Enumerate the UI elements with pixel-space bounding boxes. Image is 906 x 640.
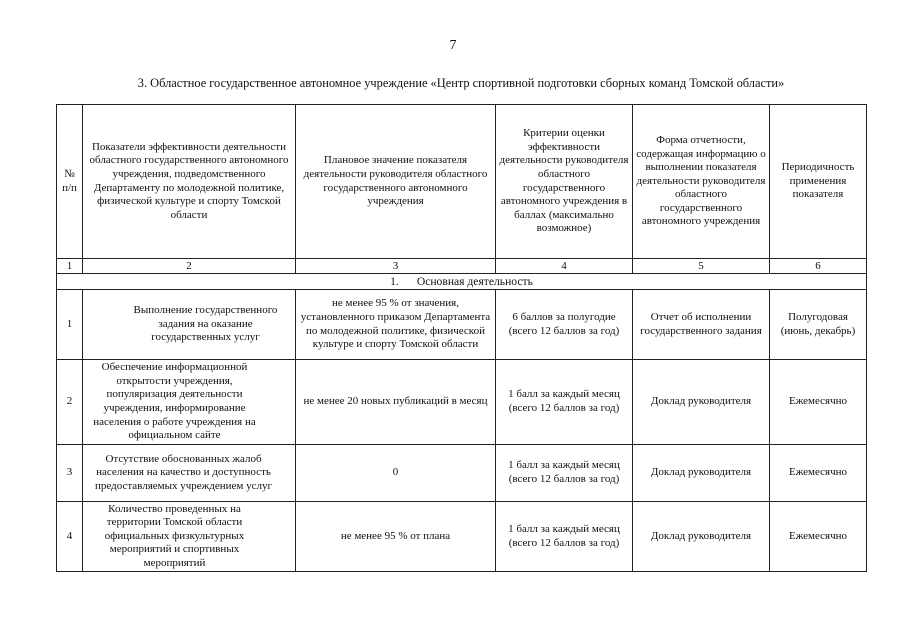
column-number: 2	[83, 259, 296, 274]
row-plan: не менее 20 новых публикаций в месяц	[296, 360, 496, 445]
row-indicator: Количество проведенных на территории Томской области официальных физкультурных мероприятий и спортивных мероприятий	[83, 502, 296, 572]
section-title: Основная деятельность	[416, 274, 533, 288]
row-period: Полугодовая (июнь, декабрь)	[770, 290, 867, 360]
row-plan: не менее 95 % от плана	[296, 502, 496, 572]
row-criteria: 1 балл за каждый месяц (всего 12 баллов за год)	[496, 502, 633, 572]
header-cell-indicator: Показатели эффективности деятельности областного государственного автономного учреждения, подведомственного Департаменту по молодежной политике, физической культуре и спорту Томской области	[83, 105, 296, 259]
row-report: Доклад руководителя	[633, 445, 770, 502]
row-plan: 0	[296, 445, 496, 502]
header-cell-plan: Плановое значение показателя деятельности руководителя областного государственного автономного учреждения	[296, 105, 496, 259]
header-cell-period: Периодичность применения показателя	[770, 105, 867, 259]
header-cell-number: № п/п	[57, 105, 83, 259]
row-plan: не менее 95 % от значения, установленного приказом Департамента по молодежной политике, физической культуре и спорту Томской области	[296, 290, 496, 360]
row-report: Доклад руководителя	[633, 502, 770, 572]
column-number: 6	[770, 259, 867, 274]
header-cell-report: Форма отчетности, содержащая информацию о выполнении показателя деятельности руководителя областного государственного автономного учреждения	[633, 105, 770, 259]
row-criteria: 1 балл за каждый месяц (всего 12 баллов за год)	[496, 445, 633, 502]
efficiency-indicators-table	[56, 104, 867, 572]
row-indicator: Выполнение государственного задания на оказание государственных услуг	[83, 290, 296, 360]
row-number: 2	[57, 360, 83, 445]
row-criteria: 6 баллов за полугодие (всего 12 баллов за год)	[496, 290, 633, 360]
row-period: Ежемесячно	[770, 502, 867, 572]
table-row	[57, 360, 867, 445]
row-report: Отчет об исполнении государственного задания	[633, 290, 770, 360]
row-number: 4	[57, 502, 83, 572]
section-number: 1.	[390, 274, 399, 288]
row-period: Ежемесячно	[770, 360, 867, 445]
row-indicator: Обеспечение информационной открытости учреждения, популяризация деятельности учреждения, информирование населения о работе учреждения на официальном сайте	[83, 360, 296, 445]
section-row	[57, 274, 867, 290]
column-number: 1	[57, 259, 83, 274]
row-period: Ежемесячно	[770, 445, 867, 502]
table-row	[57, 290, 867, 360]
row-criteria: 1 балл за каждый месяц (всего 12 баллов за год)	[496, 360, 633, 445]
table-header-row	[57, 105, 867, 259]
row-indicator: Отсутствие обоснованных жалоб населения на качество и доступность предоставляемых учреждением услуг	[83, 445, 296, 502]
page-number: 7	[449, 38, 457, 53]
column-number-row	[57, 259, 867, 274]
document-heading: 3. Областное государственное автономное учреждение «Центр спортивной подготовки сборных команд Томской области»	[137, 76, 785, 90]
row-report: Доклад руководителя	[633, 360, 770, 445]
table-row	[57, 445, 867, 502]
column-number: 5	[633, 259, 770, 274]
column-number: 3	[296, 259, 496, 274]
column-number: 4	[496, 259, 633, 274]
header-cell-criteria: Критерии оценки эффективности деятельности руководителя областного государственного автономного учреждения в баллах (максимально возможное)	[496, 105, 633, 259]
row-number: 3	[57, 445, 83, 502]
section-title-cell	[57, 274, 867, 290]
row-number: 1	[57, 290, 83, 360]
table-row	[57, 502, 867, 572]
